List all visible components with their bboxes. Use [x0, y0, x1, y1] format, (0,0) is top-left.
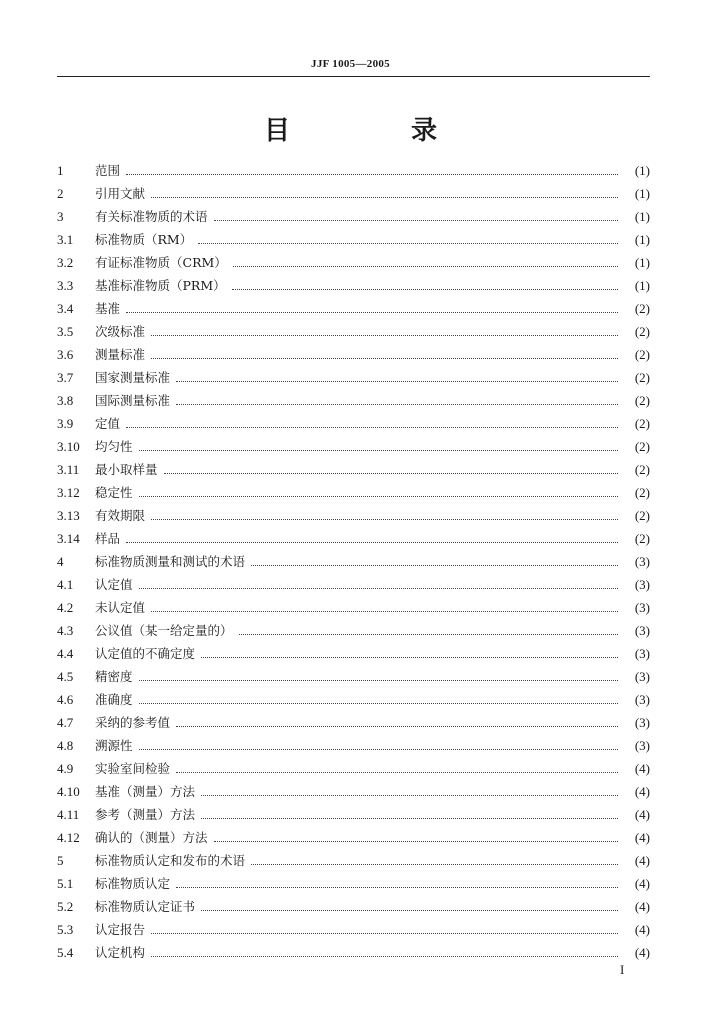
- toc-entry[interactable]: [57, 504, 650, 527]
- dot-leader: [201, 795, 618, 796]
- toc-entry[interactable]: [57, 941, 650, 964]
- toc-entry[interactable]: [57, 274, 650, 297]
- dot-leader: [139, 496, 618, 497]
- toc-entry-page: (2): [634, 485, 650, 500]
- toc-entry-page: (2): [634, 531, 650, 546]
- header-rule: [57, 76, 650, 77]
- toc-entry-page: (2): [634, 347, 650, 362]
- toc-entry-page: (4): [634, 807, 650, 822]
- toc-entry-title: 有关标准物质的术语: [95, 209, 208, 224]
- toc-entry[interactable]: [57, 895, 650, 918]
- toc-entry-number: 5: [57, 853, 64, 868]
- dot-leader: [139, 749, 618, 750]
- toc-entry-title: 基准标准物质（PRM）: [95, 278, 226, 293]
- toc-entry-number: 5.4: [57, 945, 74, 960]
- toc-entry-title: 认定值: [95, 577, 133, 592]
- toc-entry-number: 3.3: [57, 278, 74, 293]
- toc-entry[interactable]: [57, 550, 650, 573]
- toc-entry-title: 样品: [95, 531, 121, 546]
- toc-entry[interactable]: [57, 826, 650, 849]
- toc-entry-title: 最小取样量: [95, 462, 158, 477]
- toc-entry-title: 精密度: [95, 669, 133, 684]
- toc-entry[interactable]: [57, 573, 650, 596]
- table-of-contents: [57, 159, 650, 964]
- toc-entry-page: (4): [634, 784, 650, 799]
- toc-entry-page: (4): [634, 830, 650, 845]
- toc-entry[interactable]: [57, 665, 650, 688]
- dot-leader: [164, 473, 618, 474]
- dot-leader: [198, 243, 618, 244]
- toc-entry-title: 溯源性: [95, 738, 133, 753]
- dot-leader: [176, 404, 618, 405]
- toc-entry-number: 3.6: [57, 347, 74, 362]
- dot-leader: [251, 565, 618, 566]
- dot-leader: [126, 427, 618, 428]
- toc-entry-number: 3.4: [57, 301, 74, 316]
- dot-leader: [201, 657, 618, 658]
- toc-entry-title: 采纳的参考值: [95, 715, 171, 730]
- toc-entry-title: 认定值的不确定度: [95, 646, 196, 661]
- toc-entry-page: (2): [634, 508, 650, 523]
- toc-entry-number: 3.12: [57, 485, 80, 500]
- toc-entry-title: 均匀性: [95, 439, 133, 454]
- toc-entry-title: 准确度: [95, 692, 133, 707]
- toc-entry-page: (1): [634, 186, 650, 201]
- toc-entry-number: 3.1: [57, 232, 74, 247]
- toc-entry-title: 公议值（某一给定量的）: [95, 623, 233, 638]
- toc-entry-title: 标准物质认定证书: [95, 899, 196, 914]
- toc-entry[interactable]: [57, 734, 650, 757]
- dot-leader: [214, 220, 618, 221]
- page-title: 目 录: [263, 116, 494, 146]
- toc-entry[interactable]: [57, 343, 650, 366]
- toc-entry-page: (3): [634, 738, 650, 753]
- toc-entry[interactable]: [57, 159, 650, 182]
- dot-leader: [126, 542, 618, 543]
- dot-leader: [151, 519, 618, 520]
- toc-entry[interactable]: [57, 412, 650, 435]
- toc-entry-title: 有证标准物质（CRM）: [95, 255, 227, 270]
- toc-entry-page: (3): [634, 692, 650, 707]
- toc-entry-title: 未认定值: [95, 600, 146, 615]
- dot-leader: [176, 381, 618, 382]
- dot-leader: [151, 197, 618, 198]
- toc-entry-page: (2): [634, 393, 650, 408]
- dot-leader: [239, 634, 618, 635]
- toc-entry[interactable]: [57, 320, 650, 343]
- toc-entry[interactable]: [57, 642, 650, 665]
- toc-entry-number: 3.11: [57, 462, 80, 477]
- toc-entry-page: (4): [634, 876, 650, 891]
- toc-entry-page: (3): [634, 554, 650, 569]
- toc-entry[interactable]: [57, 205, 650, 228]
- toc-entry-number: 3.9: [57, 416, 74, 431]
- toc-entry-number: 3.5: [57, 324, 74, 339]
- toc-entry-page: (2): [634, 301, 650, 316]
- dot-leader: [139, 450, 618, 451]
- toc-entry-number: 4.1: [57, 577, 74, 592]
- toc-entry-number: 5.1: [57, 876, 74, 891]
- toc-entry-title: 稳定性: [95, 485, 133, 500]
- toc-entry-page: (3): [634, 669, 650, 684]
- toc-entry[interactable]: [57, 435, 650, 458]
- toc-entry-page: (2): [634, 370, 650, 385]
- toc-entry-number: 4.8: [57, 738, 74, 753]
- toc-entry[interactable]: [57, 849, 650, 872]
- toc-entry-page: (1): [634, 232, 650, 247]
- toc-entry-title: 认定报告: [95, 922, 146, 937]
- toc-entry-page: (4): [634, 853, 650, 868]
- toc-entry-title: 认定机构: [95, 945, 146, 960]
- toc-entry[interactable]: [57, 596, 650, 619]
- dot-leader: [201, 818, 618, 819]
- toc-entry-number: 4.11: [57, 807, 80, 822]
- toc-entry-page: (3): [634, 577, 650, 592]
- dot-leader: [176, 887, 618, 888]
- toc-entry-number: 3.7: [57, 370, 74, 385]
- toc-entry-page: (4): [634, 945, 650, 960]
- toc-entry-number: 3.8: [57, 393, 74, 408]
- toc-entry-title: 标准物质（RM）: [95, 232, 193, 247]
- toc-entry-title: 次级标准: [95, 324, 146, 339]
- toc-entry[interactable]: [57, 803, 650, 826]
- toc-entry-number: 3.13: [57, 508, 80, 523]
- toc-entry[interactable]: [57, 366, 650, 389]
- toc-entry-number: 4: [57, 554, 64, 569]
- dot-leader: [126, 312, 618, 313]
- dot-leader: [151, 611, 618, 612]
- toc-entry-title: 参考（测量）方法: [95, 807, 196, 822]
- toc-entry-number: 3.14: [57, 531, 80, 546]
- toc-entry-title: 国际测量标准: [95, 393, 171, 408]
- toc-entry-page: (1): [634, 163, 650, 178]
- toc-entry-number: 4.7: [57, 715, 74, 730]
- toc-entry-page: (1): [634, 255, 650, 270]
- toc-entry-title: 实验室间检验: [95, 761, 171, 776]
- toc-entry[interactable]: [57, 527, 650, 550]
- dot-leader: [176, 772, 618, 773]
- toc-entry[interactable]: [57, 228, 650, 251]
- dot-leader: [139, 680, 618, 681]
- toc-entry-title: 范围: [95, 163, 121, 178]
- toc-entry-page: (3): [634, 623, 650, 638]
- toc-entry-title: 标准物质认定: [95, 876, 171, 891]
- dot-leader: [176, 726, 618, 727]
- toc-entry-number: 1: [57, 163, 64, 178]
- toc-entry[interactable]: [57, 711, 650, 734]
- toc-entry[interactable]: [57, 389, 650, 412]
- toc-entry-title: 测量标准: [95, 347, 146, 362]
- toc-entry-title: 基准（测量）方法: [95, 784, 196, 799]
- dot-leader: [251, 864, 618, 865]
- toc-entry-page: (2): [634, 324, 650, 339]
- dot-leader: [233, 266, 618, 267]
- toc-entry-number: 4.9: [57, 761, 74, 776]
- document-code-header: JJF 1005—2005: [311, 58, 390, 70]
- toc-entry-title: 基准: [95, 301, 121, 316]
- dot-leader: [151, 933, 618, 934]
- toc-entry[interactable]: [57, 251, 650, 274]
- toc-entry-page: (4): [634, 761, 650, 776]
- page-number: I: [620, 962, 625, 977]
- toc-entry-number: 4.12: [57, 830, 80, 845]
- toc-entry-title: 标准物质认定和发布的术语: [95, 853, 246, 868]
- toc-entry[interactable]: [57, 481, 650, 504]
- toc-entry[interactable]: [57, 780, 650, 803]
- toc-entry-number: 3: [57, 209, 64, 224]
- toc-entry[interactable]: [57, 688, 650, 711]
- toc-entry-page: (2): [634, 416, 650, 431]
- toc-entry-number: 4.10: [57, 784, 80, 799]
- dot-leader: [151, 358, 618, 359]
- dot-leader: [139, 703, 618, 704]
- toc-entry-number: 4.6: [57, 692, 74, 707]
- toc-entry-page: (4): [634, 899, 650, 914]
- toc-entry[interactable]: [57, 872, 650, 895]
- toc-entry-page: (2): [634, 462, 650, 477]
- toc-entry-title: 标准物质测量和测试的术语: [95, 554, 246, 569]
- toc-entry-title: 引用文献: [95, 186, 146, 201]
- toc-entry[interactable]: [57, 757, 650, 780]
- toc-entry-number: 4.5: [57, 669, 74, 684]
- toc-entry-number: 5.3: [57, 922, 74, 937]
- toc-entry-page: (4): [634, 922, 650, 937]
- toc-entry-number: 4.2: [57, 600, 74, 615]
- dot-leader: [201, 910, 618, 911]
- toc-entry-page: (1): [634, 278, 650, 293]
- toc-entry-page: (3): [634, 600, 650, 615]
- dot-leader: [151, 335, 618, 336]
- toc-entry-page: (3): [634, 646, 650, 661]
- dot-leader: [232, 289, 618, 290]
- dot-leader: [126, 174, 618, 175]
- dot-leader: [214, 841, 618, 842]
- toc-entry[interactable]: [57, 918, 650, 941]
- toc-entry-page: (3): [634, 715, 650, 730]
- dot-leader: [139, 588, 618, 589]
- toc-entry-page: (2): [634, 439, 650, 454]
- toc-entry[interactable]: [57, 458, 650, 481]
- toc-entry-number: 3.10: [57, 439, 80, 454]
- toc-entry-number: 3.2: [57, 255, 74, 270]
- toc-entry-title: 定值: [95, 416, 121, 431]
- toc-entry-number: 2: [57, 186, 64, 201]
- toc-entry-page: (1): [634, 209, 650, 224]
- toc-entry[interactable]: [57, 619, 650, 642]
- toc-entry-number: 5.2: [57, 899, 74, 914]
- dot-leader: [151, 956, 618, 957]
- toc-entry-title: 有效期限: [95, 508, 146, 523]
- toc-entry[interactable]: [57, 297, 650, 320]
- toc-entry-number: 4.3: [57, 623, 74, 638]
- toc-entry-title: 国家测量标准: [95, 370, 171, 385]
- toc-entry-title: 确认的（测量）方法: [95, 830, 208, 845]
- toc-entry[interactable]: [57, 182, 650, 205]
- toc-entry-number: 4.4: [57, 646, 74, 661]
